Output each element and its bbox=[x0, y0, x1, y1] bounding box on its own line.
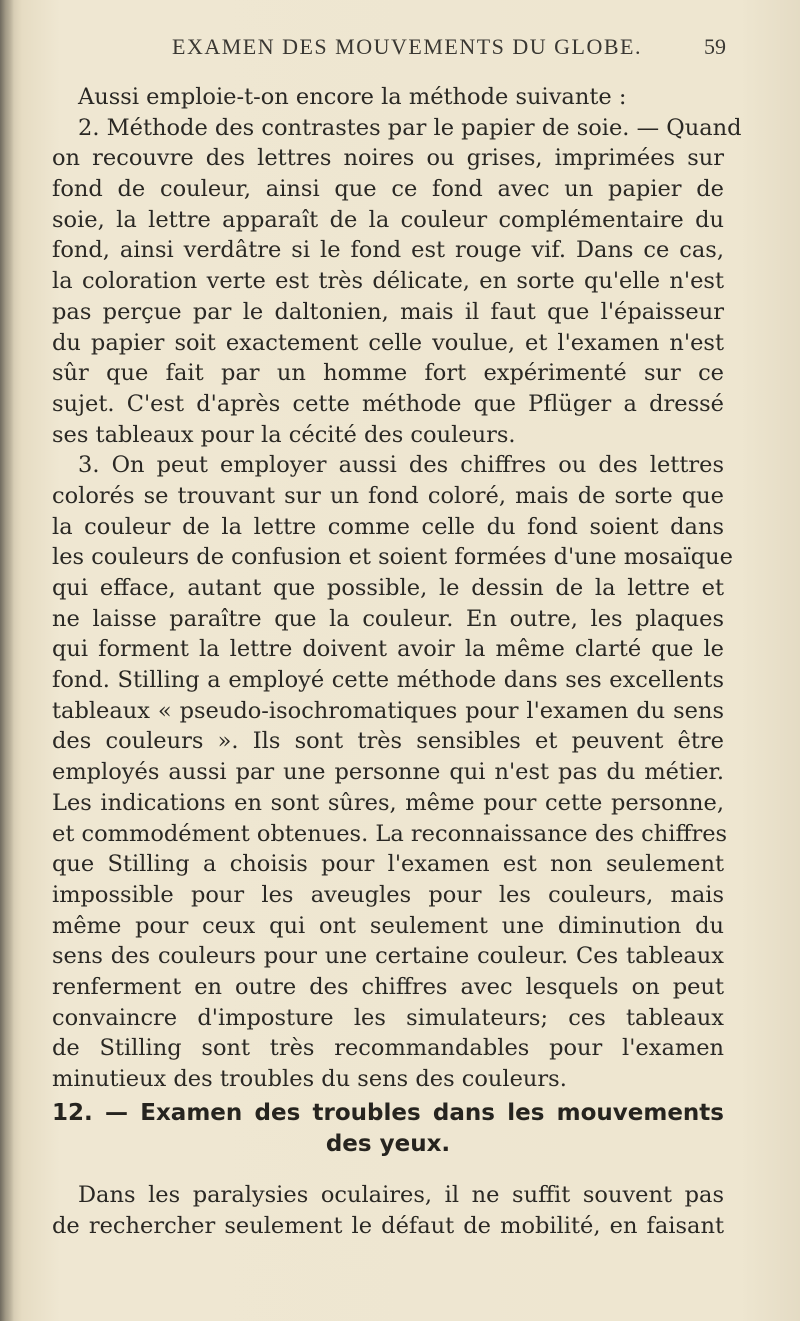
text-line: fond. Stilling a employé cette méthode dans ses excellents bbox=[52, 667, 724, 694]
paragraph-intro bbox=[52, 82, 742, 450]
text-line: qui forment la lettre doivent avoir la même clarté que le bbox=[52, 636, 724, 663]
text-line: pas perçue par le daltonien, mais il faut que l'épaisseur bbox=[52, 298, 724, 325]
text-line: du papier soit exactement celle voulue, et l'examen n'est bbox=[52, 329, 724, 356]
text-line: soie, la lettre apparaît de la couleur complémentaire du bbox=[52, 206, 724, 233]
text-line: colorés se trouvant sur un fond coloré, mais de sorte que bbox=[52, 482, 724, 509]
text-line: de rechercher seulement le défaut de mobilité, en faisant bbox=[52, 1212, 724, 1239]
text-line: et commodément obtenues. La reconnaissance des chiffres bbox=[52, 820, 728, 847]
book-spine-shadow bbox=[0, 0, 14, 1321]
section-heading-line: 12. — Examen des troubles dans les mouvements bbox=[52, 1100, 724, 1126]
text-line: minutieux des troubles du sens des couleurs. bbox=[52, 1066, 567, 1092]
text-line: sens des couleurs pour une certaine couleur. Ces tableaux bbox=[52, 943, 724, 970]
text-line: la couleur de la lettre comme celle du fond soient dans bbox=[52, 513, 724, 540]
text-line: Les indications en sont sûres, même pour cette personne, bbox=[52, 789, 724, 816]
section-text bbox=[52, 1180, 724, 1241]
text-line: impossible pour les aveugles pour les couleurs, mais bbox=[52, 881, 724, 908]
text-line: 3. On peut employer aussi des chiffres ou des lettres bbox=[78, 452, 724, 479]
text-line: de Stilling sont très recommandables pour l'examen bbox=[52, 1035, 724, 1062]
page-number: 59 bbox=[704, 34, 726, 59]
running-head: EXAMEN DES MOUVEMENTS DU GLOBE. bbox=[172, 34, 642, 59]
section-heading-line: des yeux. bbox=[325, 1131, 451, 1157]
text-line: même pour ceux qui ont seulement une diminution du bbox=[52, 912, 724, 939]
text-line: la coloration verte est très délicate, en sorte qu'elle n'est bbox=[52, 268, 724, 295]
text-line: employés aussi par une personne qui n'est pas du métier. bbox=[52, 759, 724, 786]
text-line: sujet. C'est d'après cette méthode que Pflüger a dressé bbox=[52, 390, 724, 417]
text-line: sûr que fait par un homme fort expérimenté sur ce bbox=[52, 360, 724, 387]
text-line: on recouvre des lettres noires ou grises, imprimées sur bbox=[52, 145, 724, 172]
paragraph-stilling bbox=[52, 450, 733, 1094]
text-line: convaincre d'imposture les simulateurs; ces tableaux bbox=[52, 1004, 724, 1031]
text-line: renferment en outre des chiffres avec lesquels on peut bbox=[52, 973, 724, 1000]
section-heading bbox=[52, 1098, 724, 1160]
text-line: les couleurs de confusion et soient formées d'une mosaïque bbox=[52, 544, 733, 571]
page-header bbox=[52, 34, 726, 64]
main-text bbox=[52, 82, 742, 1095]
text-line: 2. Méthode des contrastes par le papier de soie. — Quand bbox=[78, 114, 742, 141]
text-line: ses tableaux pour la cécité des couleurs. bbox=[52, 421, 516, 448]
text-line: Aussi emploie-t-on encore la méthode suivante : bbox=[78, 84, 627, 110]
text-line: Dans les paralysies oculaires, il ne suffit souvent pas bbox=[78, 1182, 724, 1208]
text-line: qui efface, autant que possible, le dessin de la lettre et bbox=[52, 575, 724, 601]
text-line: des couleurs ». Ils sont très sensibles et peuvent être bbox=[52, 728, 724, 755]
text-line: ne laisse paraître que la couleur. En outre, les plaques bbox=[52, 605, 724, 632]
text-line: fond, ainsi verdâtre si le fond est rouge vif. Dans ce cas, bbox=[52, 237, 724, 264]
text-line: que Stilling a choisis pour l'examen est non seulement bbox=[52, 851, 724, 878]
text-line: fond de couleur, ainsi que ce fond avec un papier de bbox=[52, 176, 724, 203]
text-line: tableaux « pseudo-isochromatiques pour l'examen du sens bbox=[52, 697, 724, 724]
